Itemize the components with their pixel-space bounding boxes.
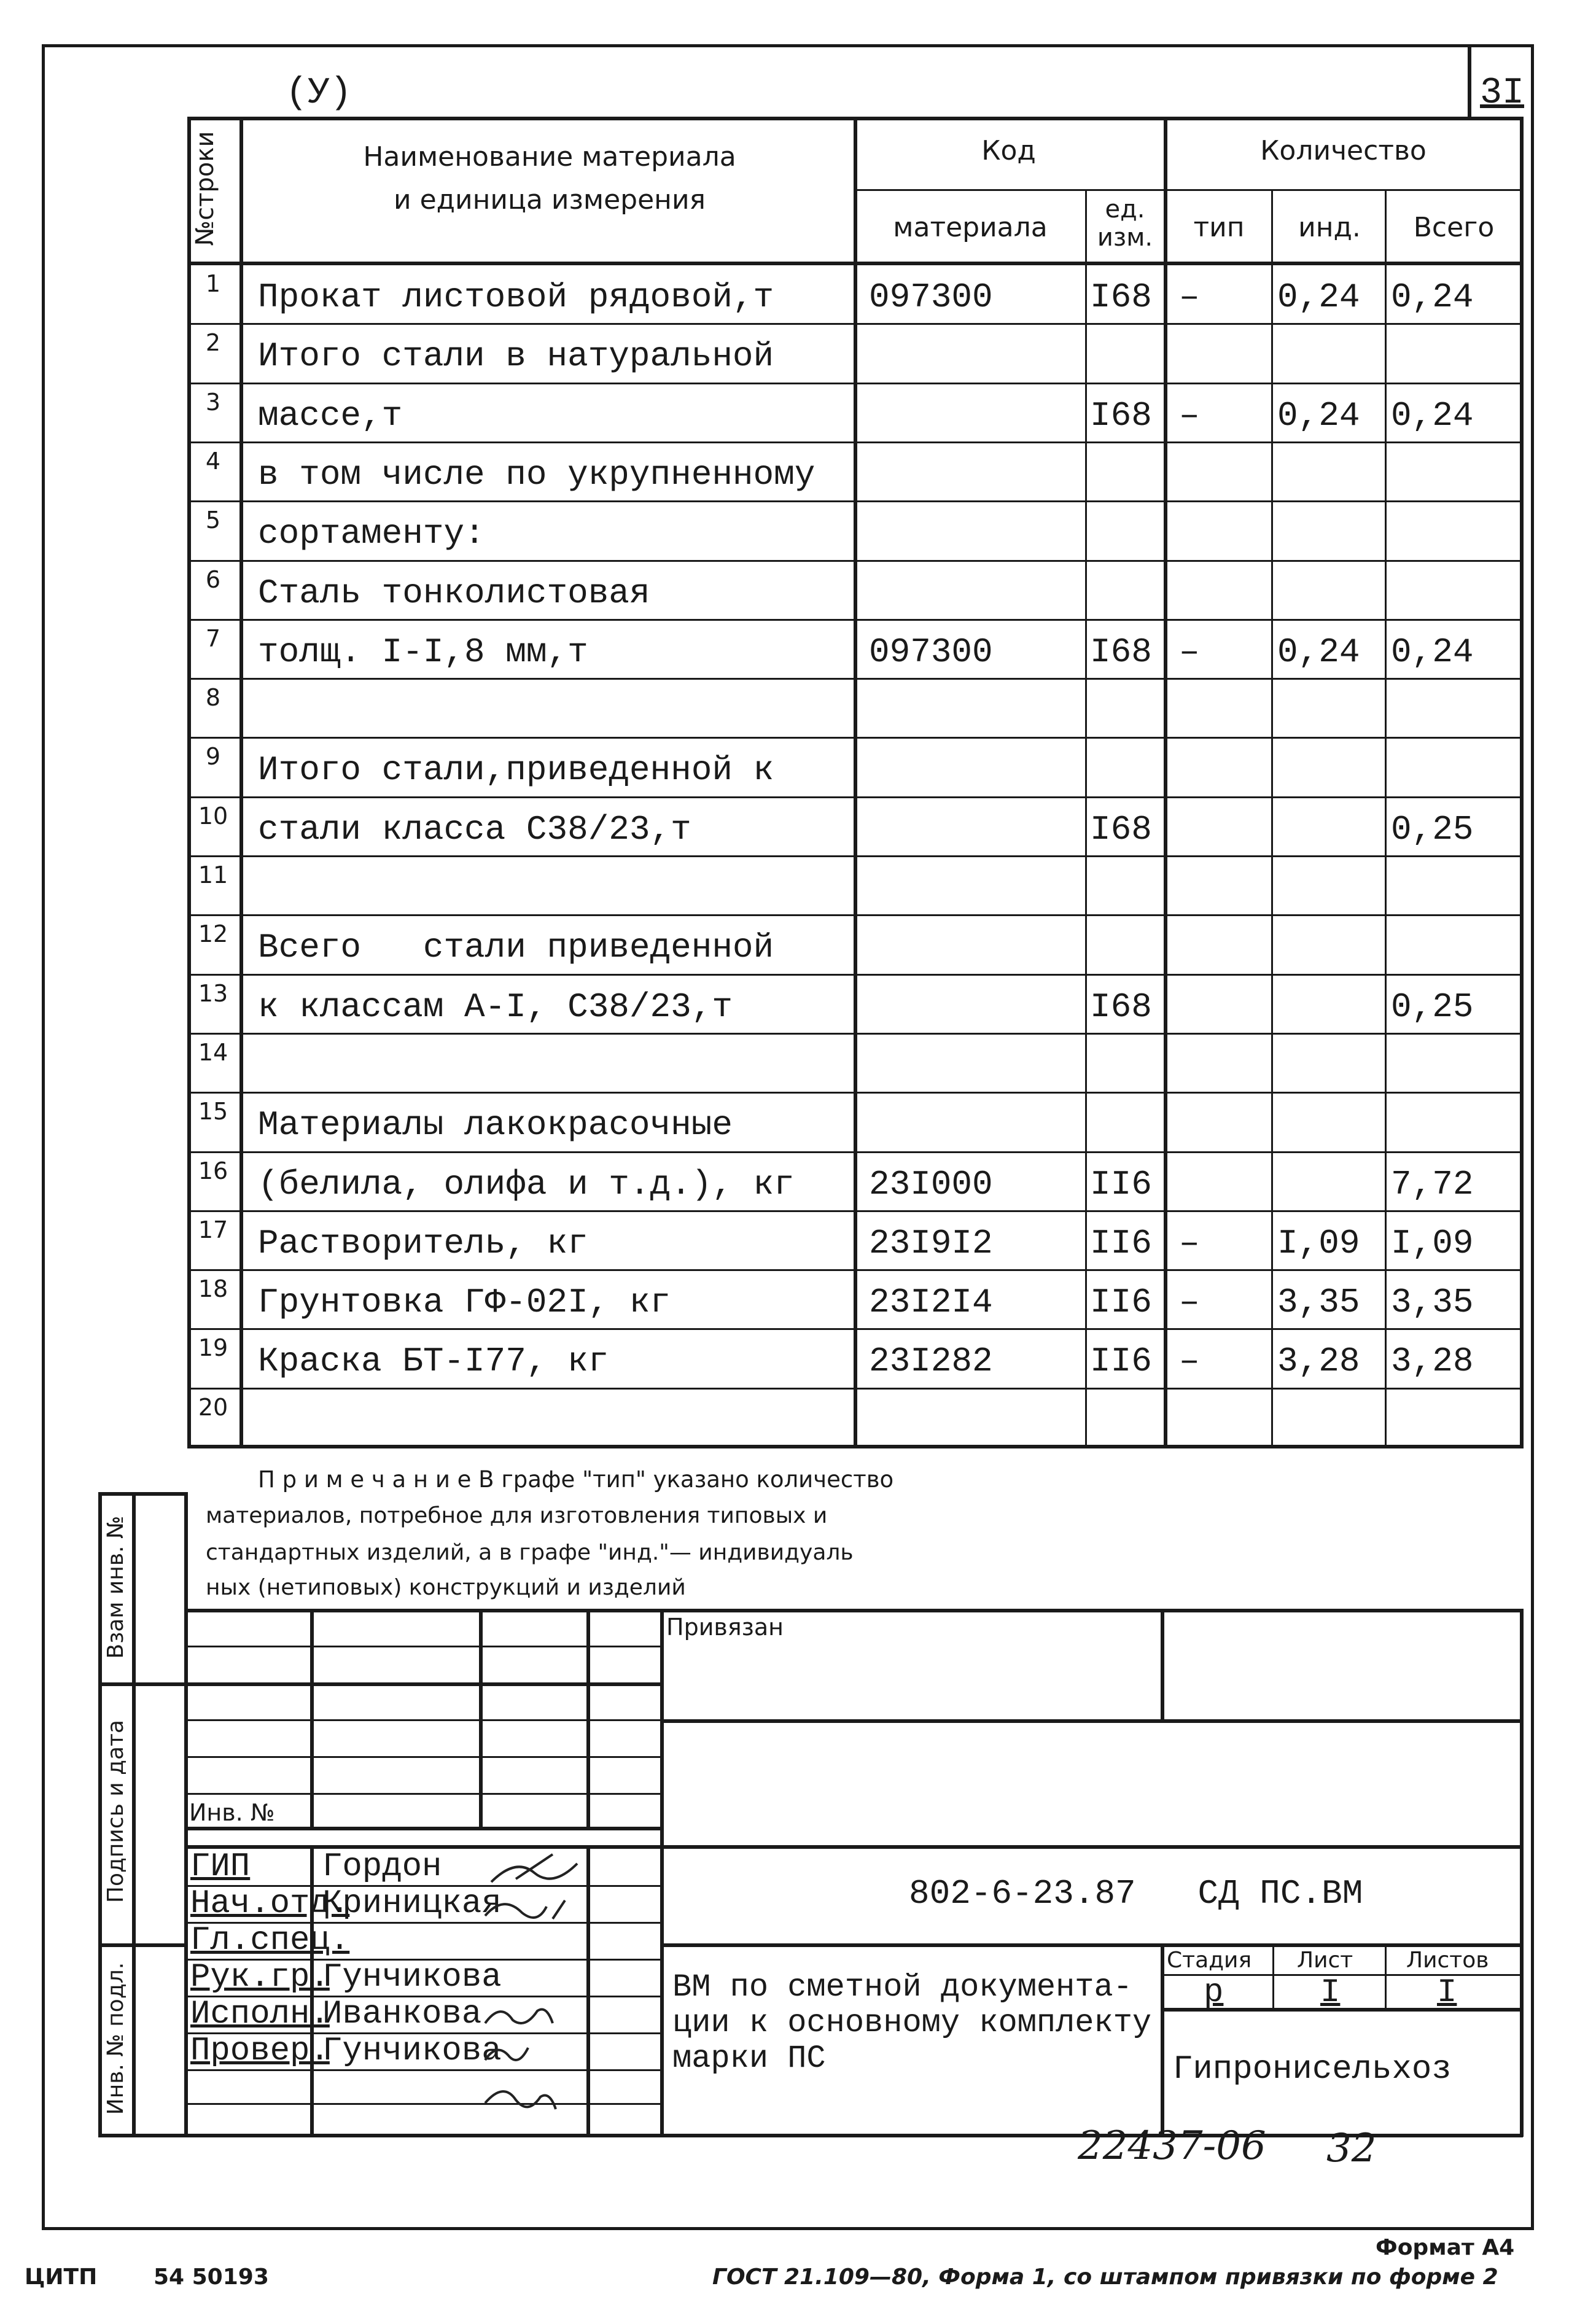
header-rownum: №строки <box>191 131 219 246</box>
signature-role: Гл.спец. <box>190 1922 350 1959</box>
row-number: 12 <box>198 920 228 948</box>
signature-name: Криницкая <box>322 1885 502 1923</box>
side-inv-podl: Инв. № подл. <box>103 1962 128 2115</box>
row-number: 16 <box>198 1157 228 1184</box>
side-podpis: Подпись и дата <box>103 1719 128 1903</box>
doc-title <box>672 1970 1151 2077</box>
row-divider <box>187 1092 1523 1094</box>
row-divider <box>187 1328 1523 1330</box>
signature-role: Провер. <box>190 2032 330 2070</box>
cell-name: к классам А-I, С38/23,т <box>258 987 733 1027</box>
cell-code: 23I282 <box>869 1342 993 1382</box>
col-sep-code <box>1085 189 1087 1448</box>
cell-type: – <box>1179 1223 1200 1263</box>
top-label: (У) <box>286 72 352 114</box>
signature-role: ГИП <box>190 1848 251 1886</box>
row-number: 10 <box>198 802 228 830</box>
cell-unit: II6 <box>1090 1223 1152 1263</box>
row-divider <box>187 560 1523 562</box>
row-divider <box>187 974 1523 976</box>
header-code-material: материала <box>893 212 1048 243</box>
row-number: 19 <box>198 1334 228 1362</box>
col-sep-ind <box>1385 189 1387 1448</box>
row-divider <box>187 855 1523 857</box>
header-quantity: Количество <box>1260 135 1427 166</box>
row-number: 18 <box>198 1275 228 1303</box>
cell-unit: II6 <box>1090 1283 1152 1323</box>
cell-total: 0,24 <box>1391 278 1474 317</box>
row-number: 3 <box>205 388 221 416</box>
stage-label: Стадия <box>1167 1948 1252 1973</box>
footer-org: ЦИТП <box>25 2265 98 2290</box>
signature-name: Гордон <box>322 1848 442 1886</box>
header-name-2: и единица измерения <box>393 184 706 216</box>
row-number: 6 <box>205 566 221 593</box>
col-sep-name <box>854 117 857 1448</box>
note-line-3: стандартных изделий, а в графе "инд."— индивидуаль <box>206 1540 854 1565</box>
stage-value: р <box>1204 1974 1224 2012</box>
cell-code: 097300 <box>869 278 993 317</box>
cell-total: 0,25 <box>1391 809 1474 849</box>
header-q-total: Всего <box>1413 212 1495 243</box>
doc-title-line-2: ции к основному комплекту <box>672 2005 1152 2041</box>
row-divider <box>187 796 1523 798</box>
row-number: 20 <box>198 1393 228 1421</box>
cell-unit: I68 <box>1090 632 1152 672</box>
cell-ind: 3,35 <box>1277 1283 1360 1323</box>
cell-unit: II6 <box>1090 1164 1152 1204</box>
sheets-label: Листов <box>1406 1948 1489 1973</box>
cell-total: 3,28 <box>1391 1342 1474 1382</box>
inv-no-label: Инв. № <box>189 1799 275 1826</box>
cell-ind: 3,28 <box>1277 1342 1360 1382</box>
cell-type: – <box>1179 632 1200 672</box>
cell-ind: 0,24 <box>1277 632 1360 672</box>
sheets-value: I <box>1437 1974 1457 2012</box>
cell-name: Прокат листовой рядовой,т <box>258 278 774 317</box>
cell-name: толщ. I-I,8 мм,т <box>258 632 588 672</box>
header-code: Код <box>981 135 1036 166</box>
cell-type: – <box>1179 278 1200 317</box>
row-divider <box>187 1151 1523 1153</box>
row-number: 5 <box>205 507 221 534</box>
cell-name: массе,т <box>258 395 403 435</box>
row-divider <box>187 1033 1523 1035</box>
row-divider <box>187 737 1523 739</box>
cell-name: в том числе по укрупненному <box>258 454 816 494</box>
row-number: 7 <box>205 624 221 652</box>
doc-code: 802-6-23.87 СД ПС.ВМ <box>909 1874 1363 1913</box>
signature-name: Гунчикова <box>322 2032 502 2070</box>
row-divider <box>187 500 1523 502</box>
footer-number: 54 50193 <box>154 2265 269 2290</box>
doc-title-line-1: ВМ по сметной документа- <box>672 1969 1132 2005</box>
row-number: 2 <box>205 329 221 357</box>
cell-name: Сталь тонколистовая <box>258 573 650 613</box>
note-line-2: материалов, потребное для изготовления типовых и <box>206 1503 828 1528</box>
page-number: 3I <box>1480 72 1525 114</box>
cell-code: 097300 <box>869 632 993 672</box>
cell-code: 23I2I4 <box>869 1283 993 1323</box>
sheet-label: Лист <box>1297 1948 1353 1973</box>
sheet-value: I <box>1320 1974 1341 2012</box>
row-divider <box>187 1210 1523 1212</box>
side-stamp <box>98 1492 190 2137</box>
cell-name: Всего стали приведенной <box>258 928 774 968</box>
cell-unit: I68 <box>1090 278 1152 317</box>
cell-type: – <box>1179 1283 1200 1323</box>
cell-code: 23I9I2 <box>869 1223 993 1263</box>
row-divider <box>187 914 1523 916</box>
header-q-type: тип <box>1193 212 1245 243</box>
side-vzam: Взам инв. № <box>103 1515 128 1659</box>
cell-type: – <box>1179 395 1200 435</box>
cell-name: стали класса С38/23,т <box>258 809 691 849</box>
row-divider <box>187 323 1523 325</box>
footer-gost: ГОСТ 21.109—80, Форма 1, со штампом привязки по форме 2 <box>712 2265 1498 2290</box>
row-divider <box>187 1388 1523 1390</box>
cell-name: Растворитель, кг <box>258 1223 588 1263</box>
handwritten-number: 22437-06 <box>1078 2123 1266 2169</box>
cell-unit: I68 <box>1090 987 1152 1027</box>
signature-name: Гунчикова <box>322 1959 502 1996</box>
cell-total: 0,24 <box>1391 632 1474 672</box>
title-block <box>184 1609 1523 2137</box>
row-divider <box>187 1269 1523 1271</box>
row-number: 13 <box>198 979 228 1007</box>
cell-name: Итого стали,приведенной к <box>258 750 774 790</box>
handwritten-page: 32 <box>1326 2126 1377 2171</box>
cell-total: 3,35 <box>1391 1283 1474 1323</box>
row-divider <box>187 441 1523 443</box>
row-number: 1 <box>205 270 221 297</box>
col-sep-rownum <box>239 117 243 1448</box>
cell-name: Краска БТ-I77, кг <box>258 1342 609 1382</box>
signature-role: Рук.гр. <box>190 1959 330 1996</box>
signature-name: Иванкова <box>322 1996 482 2033</box>
cell-unit: I68 <box>1090 395 1152 435</box>
row-number: 15 <box>198 1098 228 1126</box>
format-label: Формат А4 <box>1376 2235 1515 2260</box>
cell-total: I,09 <box>1391 1223 1474 1263</box>
materials-table <box>187 117 1523 1449</box>
organization: Гипронисельхоз <box>1173 2051 1452 2088</box>
cell-type: – <box>1179 1342 1200 1382</box>
header-code-unit: ед. изм. <box>1097 195 1153 252</box>
row-number: 11 <box>198 861 228 888</box>
cell-total: 0,25 <box>1391 987 1474 1027</box>
cell-ind: I,09 <box>1277 1223 1360 1263</box>
note-line-4: ных (нетиповых) конструкций и изделий <box>206 1575 686 1600</box>
cell-ind: 0,24 <box>1277 278 1360 317</box>
cell-name: сортаменту: <box>258 514 485 554</box>
row-number: 9 <box>205 743 221 771</box>
cell-name: Материалы лакокрасочные <box>258 1105 733 1145</box>
signature-scribbles <box>479 1845 663 2137</box>
header-q-ind: инд. <box>1298 212 1361 243</box>
cell-unit: I68 <box>1090 809 1152 849</box>
cell-total: 0,24 <box>1391 395 1474 435</box>
row-number: 14 <box>198 1038 228 1066</box>
row-number: 4 <box>205 447 221 475</box>
col-sep-unit <box>1164 117 1167 1448</box>
doc-title-line-3: марки ПС <box>672 2040 826 2077</box>
privyazan-label: Привязан <box>666 1614 784 1641</box>
page-number-divider <box>1468 44 1471 118</box>
row-divider <box>187 619 1523 621</box>
signature-role: Нач.отд. <box>190 1885 350 1923</box>
header-name: Наименование материала <box>363 141 736 173</box>
cell-ind: 0,24 <box>1277 395 1360 435</box>
row-divider <box>187 383 1523 384</box>
cell-total: 7,72 <box>1391 1164 1474 1204</box>
col-sep-type <box>1271 189 1273 1448</box>
note-line-1: П р и м е ч а н и е В графе "тип" указано количество <box>258 1466 894 1493</box>
row-divider <box>187 678 1523 680</box>
cell-unit: II6 <box>1090 1342 1152 1382</box>
cell-name: Итого стали в натуральной <box>258 336 774 376</box>
row-number: 8 <box>205 684 221 712</box>
signature-role: Исполн. <box>190 1996 330 2033</box>
cell-code: 23I000 <box>869 1164 993 1204</box>
cell-name: (белила, олифа и т.д.), кг <box>258 1164 795 1204</box>
cell-name: Грунтовка ГФ-02I, кг <box>258 1283 671 1323</box>
row-number: 17 <box>198 1216 228 1243</box>
